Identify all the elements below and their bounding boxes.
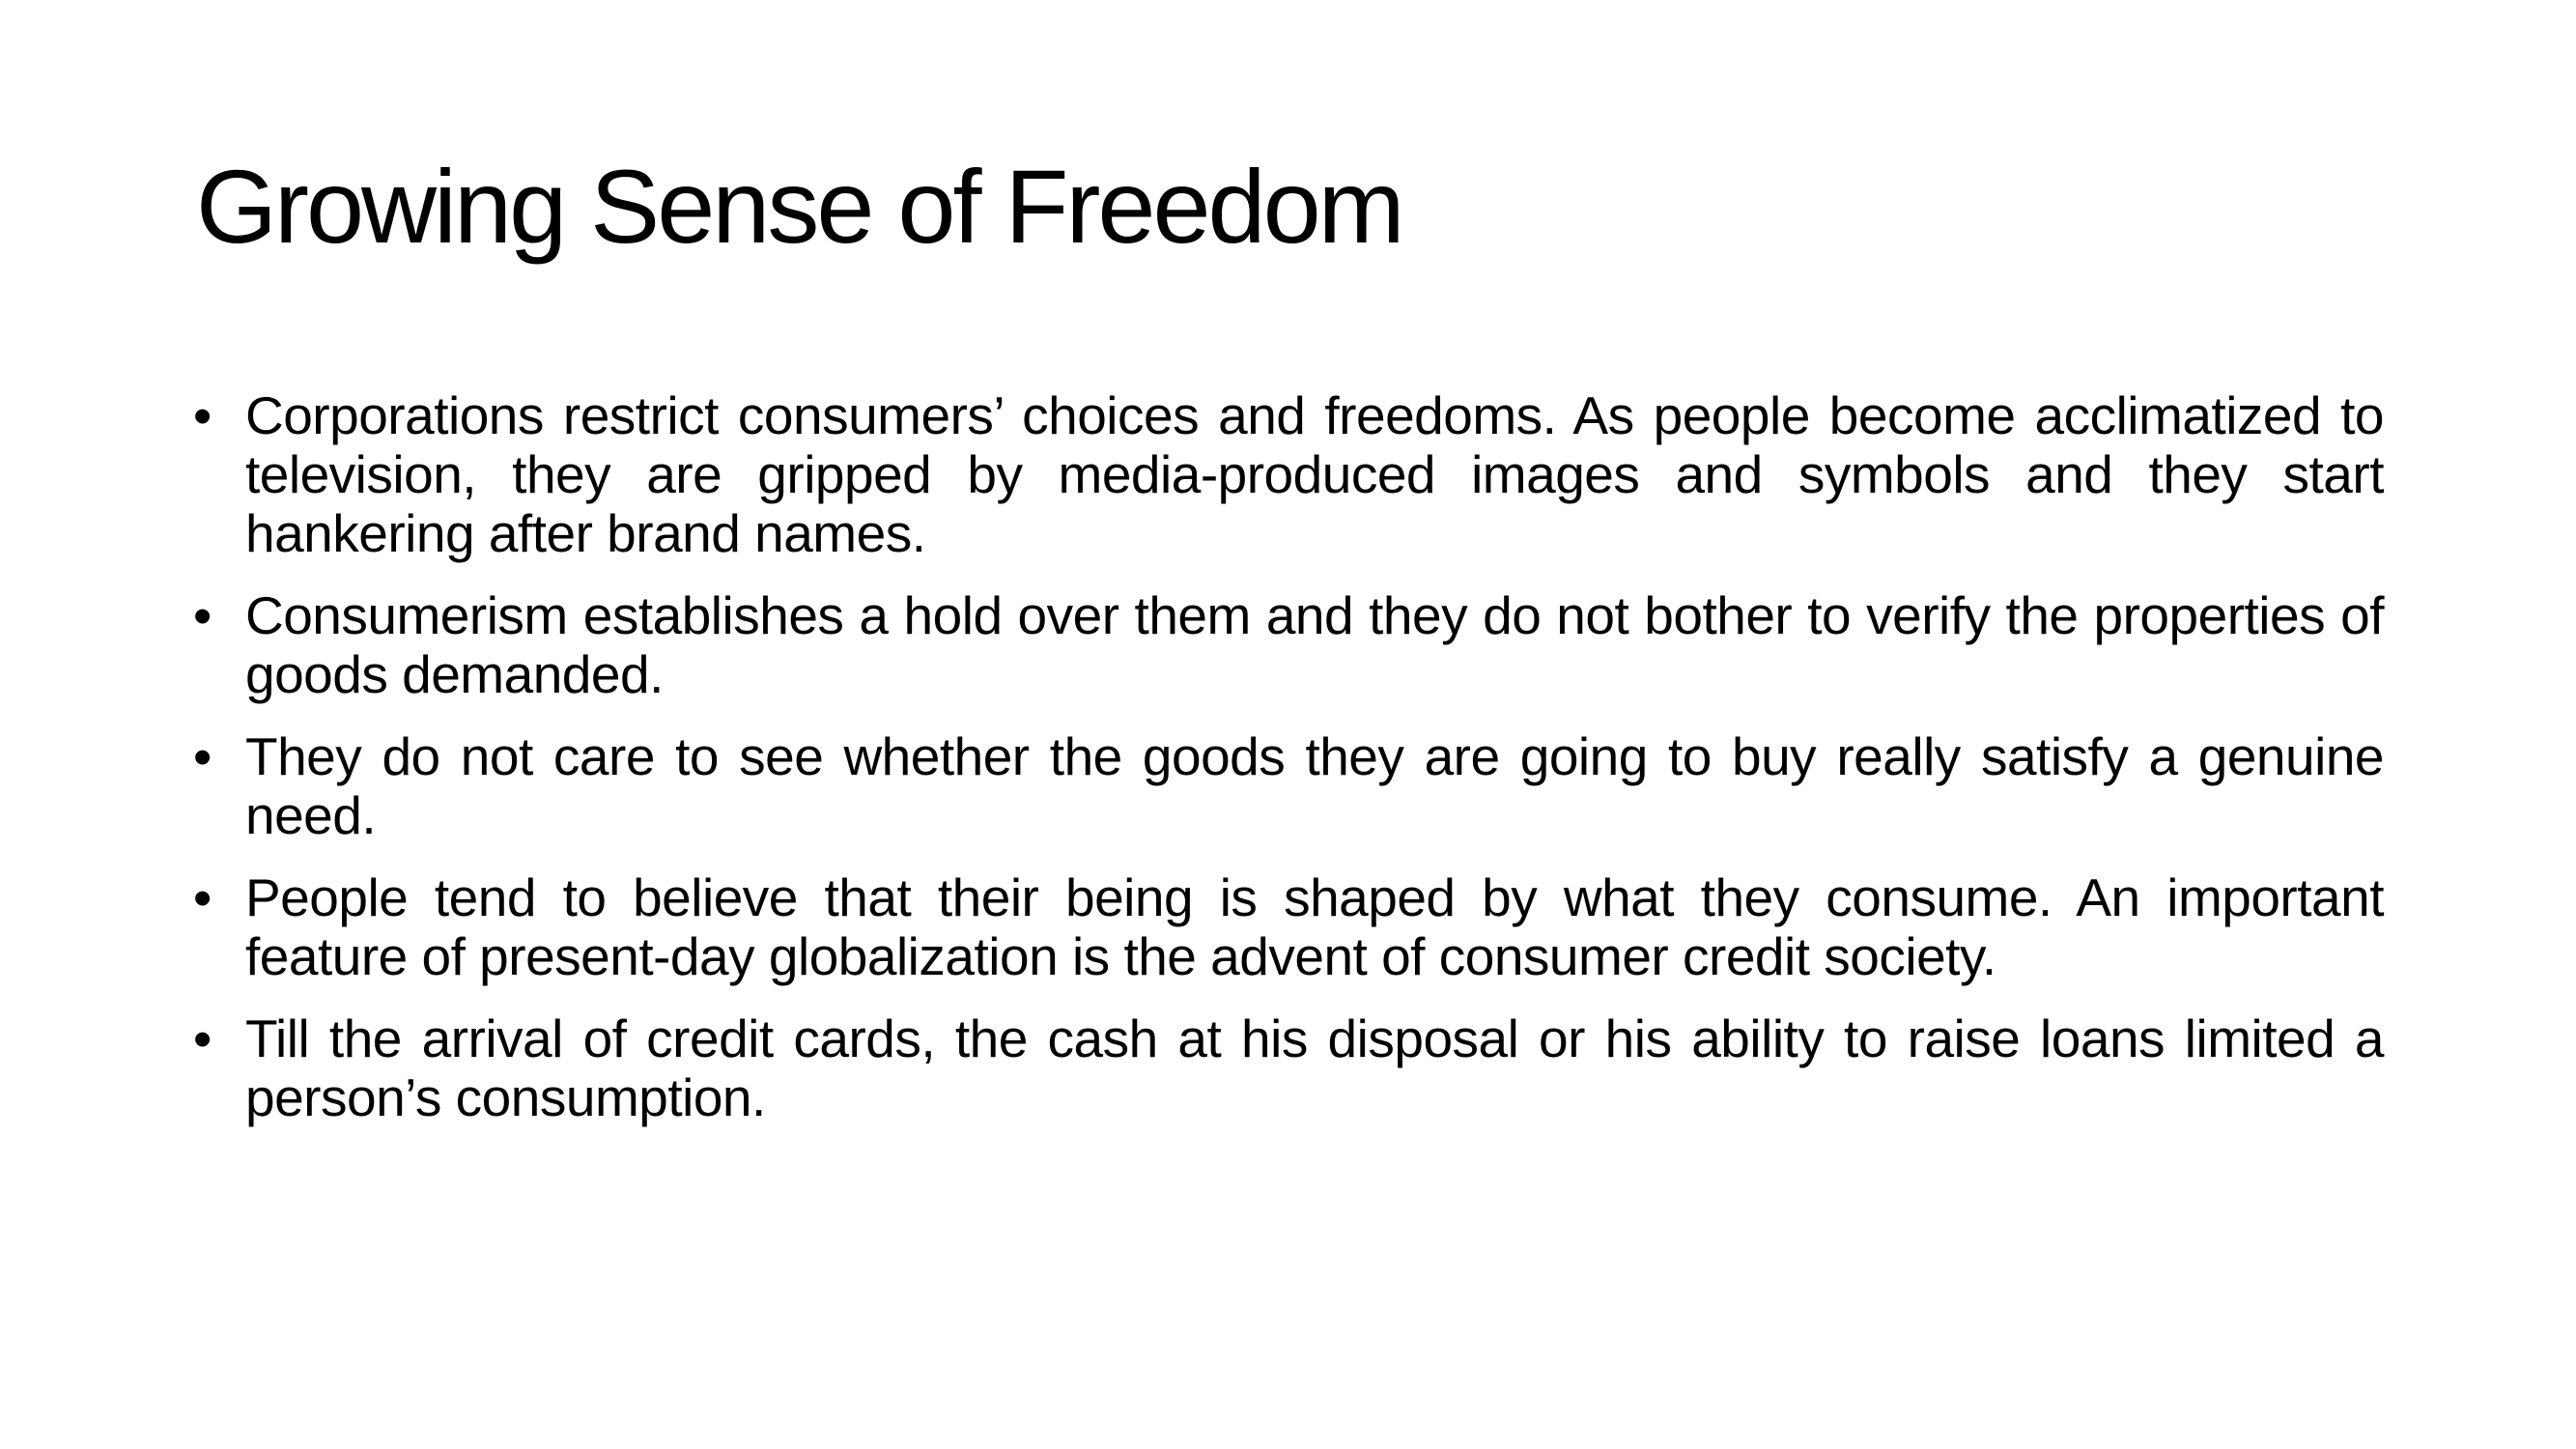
bullet-text: Corporations restrict consumers’ choices and freedoms. As people become acclimatized to television, they are gripped by media-produced images and symbols and they start hankering after brand names. [245, 385, 2384, 563]
bullet-icon: • [193, 585, 212, 645]
bullet-text: They do not care to see whether the goods they are going to buy really satisfy a genuine need. [245, 726, 2384, 845]
bullet-text: People tend to believe that their being is shaped by what they consume. An important feature of present-day globalization is the advent of consumer credit society. [245, 867, 2384, 986]
bullet-icon: • [193, 867, 212, 927]
bullet-item [191, 727, 2384, 845]
bullet-item [191, 586, 2384, 704]
bullet-icon: • [193, 385, 212, 445]
slide-title: Growing Sense of Freedom [196, 148, 1402, 265]
bullet-list [191, 386, 2384, 1151]
bullet-icon: • [193, 726, 212, 786]
bullet-text: Consumerism establishes a hold over them and they do not bother to verify the properties of goods demanded. [245, 585, 2384, 704]
bullet-item [191, 386, 2384, 563]
bullet-item [191, 1009, 2384, 1127]
bullet-item [191, 868, 2384, 986]
bullet-text: Till the arrival of credit cards, the cash at his disposal or his ability to raise loans limited a person’s consumption. [245, 1009, 2384, 1127]
bullet-icon: • [193, 1009, 212, 1068]
